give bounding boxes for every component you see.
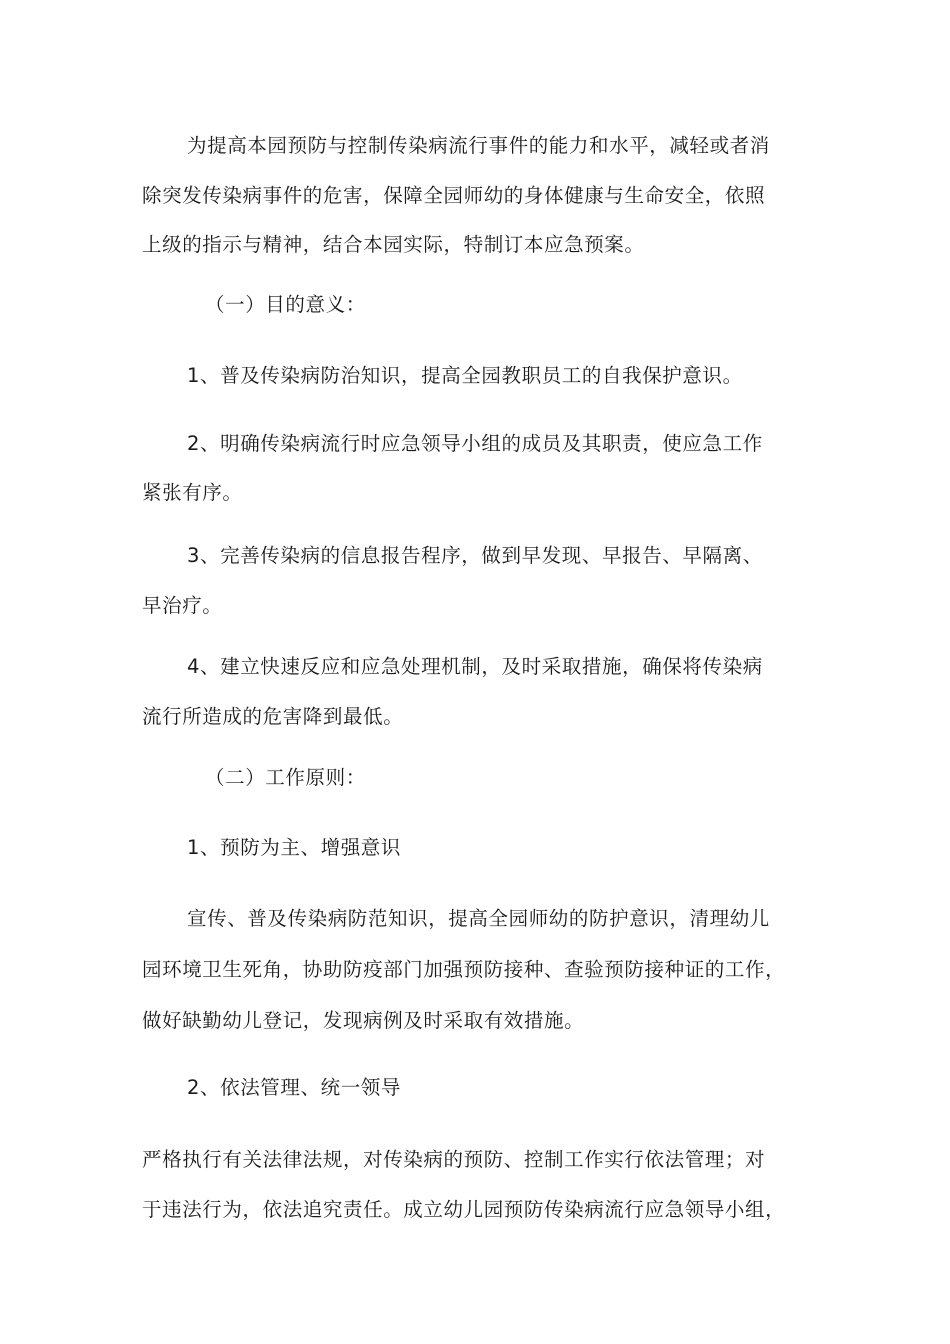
purpose-item-3-line-1: 3、完善传染病的信息报告程序，做到早发现、早报告、早隔离、 xyxy=(187,544,763,567)
section-heading-purpose: （一）目的意义： xyxy=(205,293,366,316)
purpose-item-4-line-2: 流行所造成的危害降到最低。 xyxy=(142,705,404,728)
purpose-item-2-line-1: 2、明确传染病流行时应急领导小组的成员及其职责，使应急工作 xyxy=(187,432,763,455)
purpose-item-1: 1、普及传染病防治知识，提高全园教职员工的自我保护意识。 xyxy=(187,364,743,387)
principle-1-body-line-3: 做好缺勤幼儿登记，发现病例及时采取有效措施。 xyxy=(142,1009,585,1032)
section-heading-principles: （二）工作原则： xyxy=(205,766,366,789)
intro-line-3: 上级的指示与精神，结合本园实际，特制订本应急预案。 xyxy=(142,233,645,256)
intro-line-1: 为提高本园预防与控制传染病流行事件的能力和水平，减轻或者消 xyxy=(187,134,770,157)
intro-line-2: 除突发传染病事件的危害，保障全园师幼的身体健康与生命安全，依照 xyxy=(142,184,766,207)
principle-1-body-line-1: 宣传、普及传染病防范知识，提高全园师幼的防护意识，清理幼儿 xyxy=(187,907,770,930)
purpose-item-4-line-1: 4、建立快速反应和应急处理机制，及时采取措施，确保将传染病 xyxy=(187,655,763,678)
principle-1-title: 1、预防为主、增强意识 xyxy=(187,836,402,859)
principle-1-body-line-2: 园环境卫生死角，协助防疫部门加强预防接种、查验预防接种证的工作， xyxy=(142,958,786,981)
principle-2-body-line-1: 严格执行有关法律法规，对传染病的预防、控制工作实行依法管理；对 xyxy=(142,1148,766,1171)
purpose-item-2-line-2: 紧张有序。 xyxy=(142,481,243,504)
purpose-item-3-line-2: 早治疗。 xyxy=(142,594,223,617)
principle-2-title: 2、依法管理、统一领导 xyxy=(187,1076,402,1099)
principle-2-body-line-2: 于违法行为，依法追究责任。成立幼儿园预防传染病流行应急领导小组， xyxy=(142,1198,786,1221)
